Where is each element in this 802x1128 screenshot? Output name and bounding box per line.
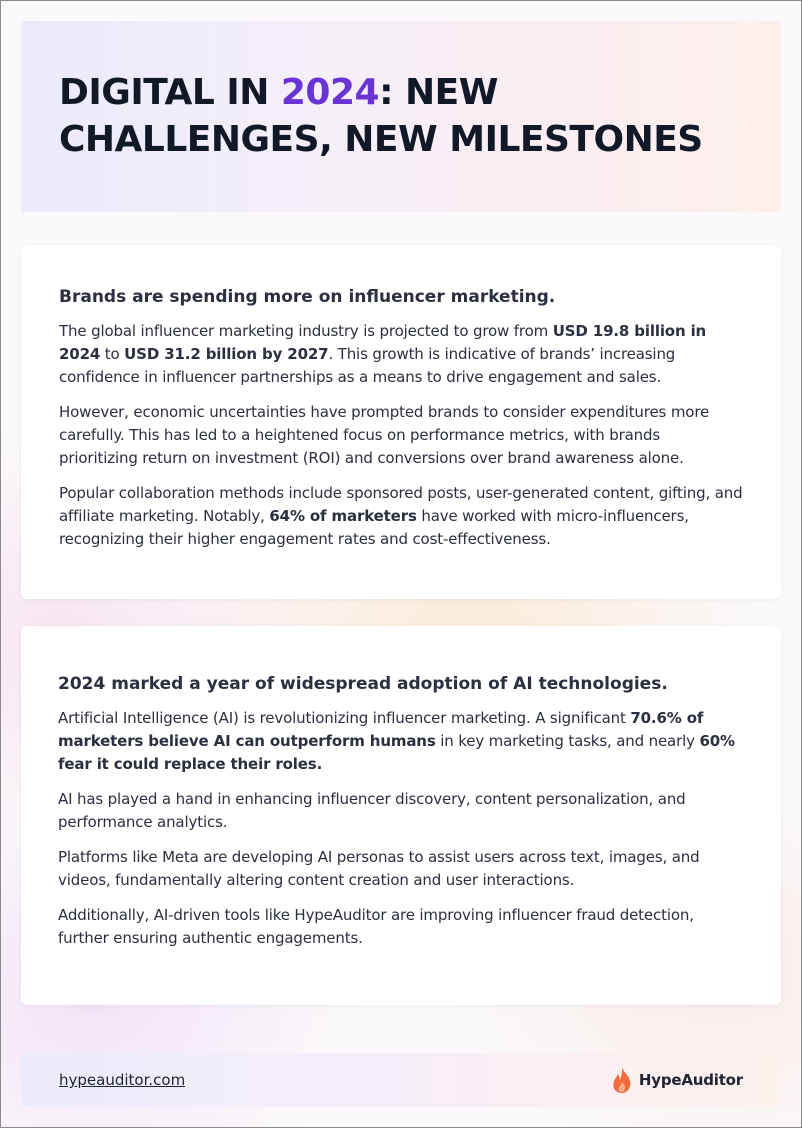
footer-bar bbox=[21, 1053, 781, 1107]
brand-name: HypeAuditor bbox=[638, 1071, 743, 1089]
title-year: 2024 bbox=[280, 72, 380, 113]
paragraph: The global influencer marketing industry is projected to grow from USD 19.8 billion in 2024 to USD 31.2 billion by 2027. This growth is indicative of brands’ increasing confidence in influencer partnerships as a means to drive engagement and sales. bbox=[59, 322, 707, 386]
paragraph: Popular collaboration methods include sponsored posts, user-generated content, gifting, and affiliate marketing. Notably, 64% of marketers have worked with micro-influencers, recognizing their higher engagement rates and cost-effectiveness. bbox=[59, 484, 743, 548]
highlight-stat: USD 19.8 billion in 2024 bbox=[59, 322, 707, 363]
highlight-stat: USD 31.2 billion by 2027 bbox=[124, 345, 329, 363]
section-heading: Brands are spending more on influencer marketing. bbox=[59, 287, 556, 307]
paragraph: Artificial Intelligence (AI) is revolutionizing influencer marketing. A significant 70.6% of marketers believe AI can outperform humans in key marketing tasks, and nearly 60% fear it could replace their roles. bbox=[58, 709, 735, 773]
highlight-stat: 60% fear it could replace their roles. bbox=[58, 732, 735, 773]
website-link[interactable]: hypeauditor.com bbox=[59, 1071, 186, 1089]
highlight-stat: 64% of marketers bbox=[269, 507, 417, 525]
highlight-stat: 70.6% of marketers believe AI can outperform humans bbox=[58, 709, 704, 750]
section-heading: 2024 marked a year of widespread adoption of AI technologies. bbox=[58, 674, 668, 694]
title-text: DIGITAL IN bbox=[59, 72, 281, 113]
hero-banner bbox=[21, 21, 781, 212]
section-ai-adoption bbox=[21, 626, 781, 1005]
paragraph: Platforms like Meta are developing AI personas to assist users across text, images, and videos, fundamentally altering content creation and user interactions. bbox=[58, 848, 700, 889]
title-line-2: CHALLENGES, NEW MILESTONES bbox=[59, 119, 703, 160]
paragraph: Additionally, AI-driven tools like HypeAuditor are improving influencer fraud detection, further ensuring authentic engagements. bbox=[58, 906, 694, 947]
section-influencer-spending bbox=[21, 245, 781, 599]
title-text: : NEW bbox=[379, 72, 498, 113]
paragraph: AI has played a hand in enhancing influencer discovery, content personalization, and performance analytics. bbox=[58, 790, 686, 831]
page-title bbox=[59, 69, 743, 163]
paragraph: However, economic uncertainties have prompted brands to consider expenditures more carefully. This has led to a heightened focus on performance metrics, with brands prioritizing return on investment (ROI) and conversions over brand awareness alone. bbox=[59, 403, 710, 467]
flame-icon bbox=[611, 1066, 633, 1094]
brand-logo bbox=[611, 1065, 743, 1095]
